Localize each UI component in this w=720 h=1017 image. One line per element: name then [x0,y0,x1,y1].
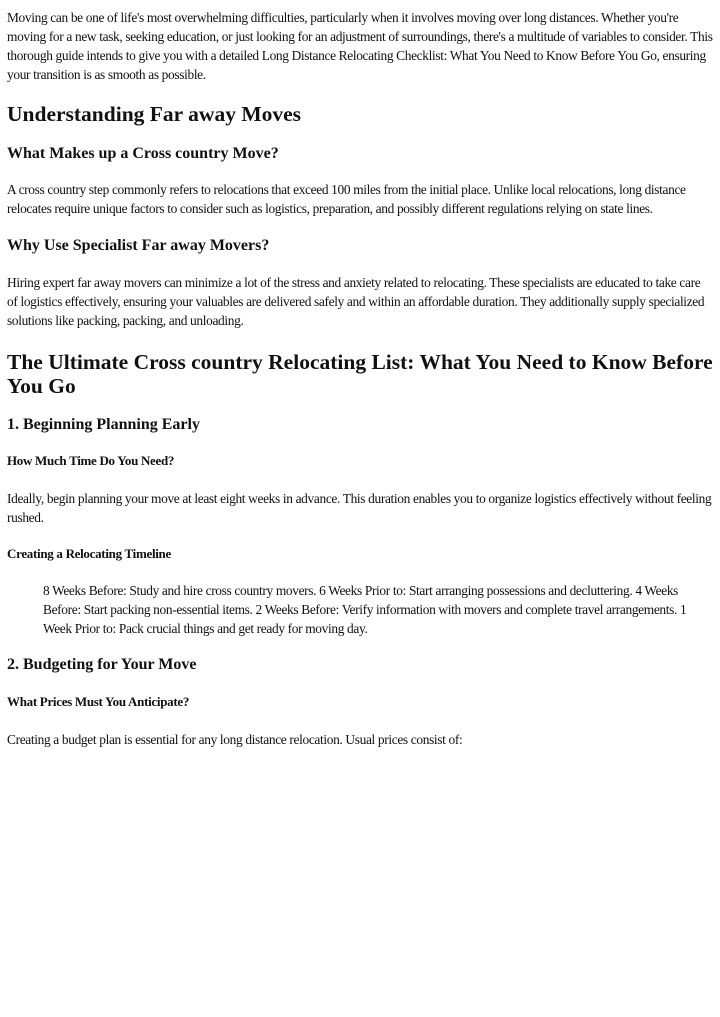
paragraph-hiring-movers: Hiring expert far away movers can minimize a lot of the stress and anxiety related to relocating. These specialists are educated to take care of logistics effectively, ensuring your valuables are delivered safely and within an affordable duration. They additionally supply specialized solutions like packing, packing, and unloading. [7,275,705,328]
paragraph-budget-plan: Creating a budget plan is essential for any long distance relocation. Usual prices consist of: [7,732,463,747]
question-what-prices: What Prices Must You Anticipate? [7,694,190,709]
intro-paragraph: Moving can be one of life's most overwhelming difficulties, particularly when it involves moving over long distances. Whether you're moving for a new task, seeking education, or just looking for an adjustment of surroundings, there's a multitude of variables to consider. This thorough guide intends to give you with a detailed Long Distance Relocating Checklist: What You Need to Know Before You Go, ensuring your transition is as smooth as possible. [7,10,713,82]
paragraph-eight-weeks: Ideally, begin planning your move at least eight weeks in advance. This duration enables you to organize logistics effectively without feeling rushed. [7,491,712,525]
subheading-planning-early: 1. Beginning Planning Early [7,416,200,433]
section-heading-ultimate-list: The Ultimate Cross country Relocating List: What You Need to Know Before You Go [7,350,713,398]
timeline-list: 8 Weeks Before: Study and hire cross country movers. 6 Weeks Prior to: Start arranging possessions and decluttering. 4 Weeks Before: Start packing non-essential items. 2 Weeks Before: Verify information with movers and complete travel arrangements. 1 Week Prior to: Pack crucial things and get ready for moving day. [43,583,687,636]
subheading-why-specialist: Why Use Specialist Far away Movers? [7,237,270,254]
section-heading-understanding: Understanding Far away Moves [7,102,302,126]
paragraph-cross-country-definition: A cross country step commonly refers to relocations that exceed 100 miles from the initial place. Unlike local relocations, long distance relocates require unique factors to consider such as logistics, preparation, and possibly different regulations relying on state lines. [7,182,686,216]
subheading-budgeting: 2. Budgeting for Your Move [7,656,197,673]
question-relocating-timeline: Creating a Relocating Timeline [7,546,171,561]
question-how-much-time: How Much Time Do You Need? [7,453,175,468]
subheading-what-makes-move: What Makes up a Cross country Move? [7,145,279,162]
